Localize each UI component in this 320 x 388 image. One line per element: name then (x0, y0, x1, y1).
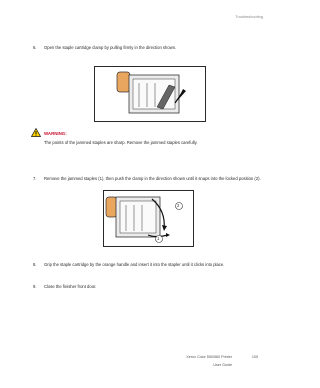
step-9-number: 9. (33, 284, 37, 289)
step-6-number: 6. (33, 45, 37, 50)
stapler-cartridge-illustration (95, 67, 205, 121)
step-7-text: Remove the jammed staples (1), then push the clamp in the direction shown until it snaps into the locked position (2). (44, 176, 261, 181)
section-header: Troubleshooting (235, 14, 263, 19)
stapler-clamp-illustration (104, 191, 193, 246)
step-6-text: Open the staple cartridge clamp by pulling firmly in the direction shown. (44, 45, 177, 50)
step-8-number: 8. (33, 262, 37, 267)
warning-title: WARNING: (44, 131, 67, 136)
figure-remove-staples (103, 190, 194, 247)
step-9-text: Close the finisher front door. (44, 284, 97, 289)
callout-1-label: 1 (157, 236, 160, 241)
warning-text: The points of the jammed staples are sharp. Remove the jammed staples carefully. (44, 140, 198, 145)
figure-open-clamp (94, 66, 206, 122)
footer-guide: User Guide (213, 363, 232, 367)
step-7-number: 7. (33, 176, 37, 181)
footer-product: Xerox Color 550/560 Printer (186, 355, 232, 359)
callout-2-label: 2 (177, 203, 180, 208)
warning-triangle-icon (31, 128, 41, 137)
footer-page-number: 105 (251, 355, 258, 359)
step-8-text: Grip the staple cartridge by the orange handle and insert it into the stapler until it clicks into place. (44, 262, 225, 267)
